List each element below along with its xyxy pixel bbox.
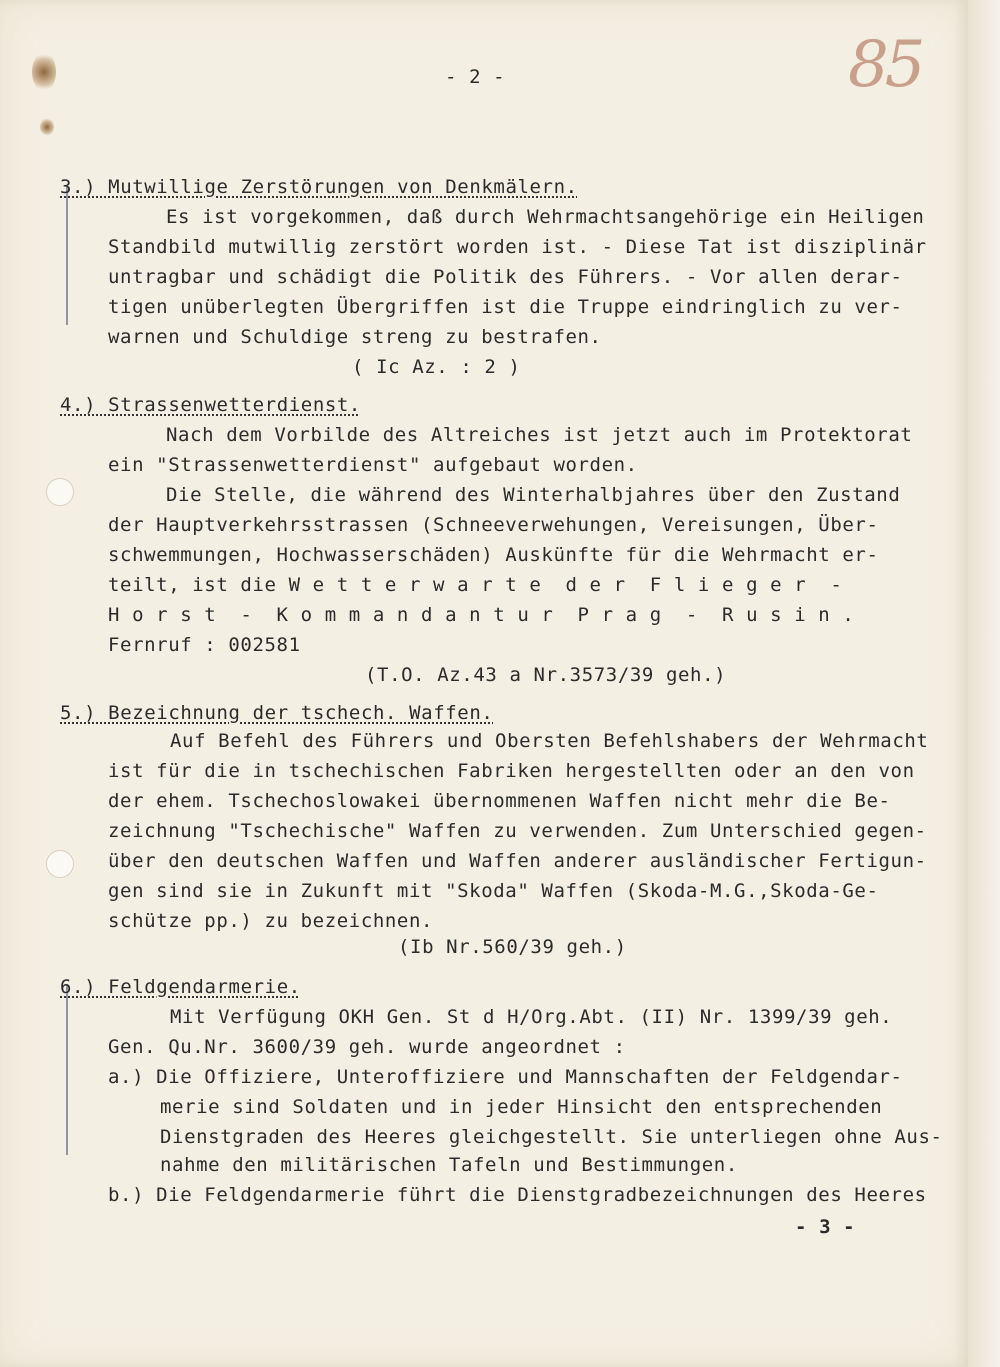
section-heading: 3.) Mutwillige Zerstörungen von Denkmälern. (60, 176, 578, 198)
section-line: tigen unüberlegten Übergriffen ist die Truppe eindringlich zu ver- (108, 296, 903, 318)
section-line: untragbar und schädigt die Politik des Führers. - Vor allen derar- (108, 266, 903, 288)
section-line: Nach dem Vorbilde des Altreiches ist jetzt auch im Protektorat (166, 424, 913, 446)
section-line: schütze pp.) zu bezeichnen. (108, 910, 434, 932)
section-line: Gen. Qu.Nr. 3600/39 geh. wurde angeordnet : (108, 1036, 626, 1058)
section-line: nahme den militärischen Tafeln und Bestimmungen. (160, 1154, 738, 1176)
pencil-margin-mark (66, 185, 68, 325)
section-line: ist für die in tschechischen Fabriken hergestellten oder an den von (108, 760, 915, 782)
next-page-marker: - 3 - (795, 1216, 856, 1238)
section-line: der Hauptverkehrsstrassen (Schneeverwehungen, Vereisungen, Über- (108, 514, 879, 536)
section-line: schwemmungen, Hochwasserschäden) Auskünfte für die Wehrmacht er- (108, 544, 879, 566)
section-line: teilt, ist die W e t t e r w a r t e d e r F l i e g e r - (108, 574, 843, 596)
punch-hole (46, 478, 74, 506)
page-edge (968, 0, 1000, 1367)
section-heading: 6.) Feldgendarmerie. (60, 976, 301, 998)
section-line: H o r s t - K o m m a n d a n t u r P r a g - R u s i n . (108, 604, 855, 626)
section-reference: ( Ic Az. : 2 ) (352, 356, 521, 378)
section-line: über den deutschen Waffen und Waffen anderer ausländischer Fertigun- (108, 850, 927, 872)
pencil-margin-mark (66, 985, 68, 1155)
section-line: warnen und Schuldige streng zu bestrafen. (108, 326, 602, 348)
section-reference: (T.O. Az.43 a Nr.3573/39 geh.) (365, 664, 727, 686)
section-line: Fernruf : 002581 (108, 634, 301, 656)
page-number: - 2 - (445, 66, 506, 88)
rust-stain (32, 52, 56, 92)
section-line: merie sind Soldaten und in jeder Hinsicht den entsprechenden (160, 1096, 883, 1118)
section-line: der ehem. Tschechoslowakei übernommenen Waffen nicht mehr die Be- (108, 790, 891, 812)
section-line: Mit Verfügung OKH Gen. St d H/Org.Abt. (II) Nr. 1399/39 geh. (170, 1006, 893, 1028)
section-line: Es ist vorgekommen, daß durch Wehrmachtsangehörige ein Heiligen (166, 206, 925, 228)
section-line: Dienstgraden des Heeres gleichgestellt. Sie unterliegen ohne Aus- (160, 1126, 943, 1148)
archive-number: 85 (848, 28, 922, 102)
punch-hole (46, 850, 74, 878)
section-line: b.) Die Feldgendarmerie führt die Dienstgradbezeichnungen des Heeres (108, 1184, 927, 1206)
section-line: Auf Befehl des Führers und Obersten Befehlshabers der Wehrmacht (170, 730, 929, 752)
section-line: Standbild mutwillig zerstört worden ist. - Diese Tat ist disziplinär (108, 236, 927, 258)
section-line: Die Stelle, die während des Winterhalbjahres über den Zustand (166, 484, 901, 506)
section-reference: (Ib Nr.560/39 geh.) (398, 936, 627, 958)
section-line: zeichnung "Tschechische" Waffen zu verwenden. Zum Unterschied gegen- (108, 820, 927, 842)
section-line: ein "Strassenwetterdienst" aufgebaut worden. (108, 454, 638, 476)
section-heading: 5.) Bezeichnung der tschech. Waffen. (60, 702, 494, 724)
section-heading: 4.) Strassenwetterdienst. (60, 394, 361, 416)
rust-stain (40, 118, 54, 136)
section-line: gen sind sie in Zukunft mit "Skoda" Waffen (Skoda-M.G.,Skoda-Ge- (108, 880, 879, 902)
section-line: a.) Die Offiziere, Unteroffiziere und Mannschaften der Feldgendar- (108, 1066, 903, 1088)
